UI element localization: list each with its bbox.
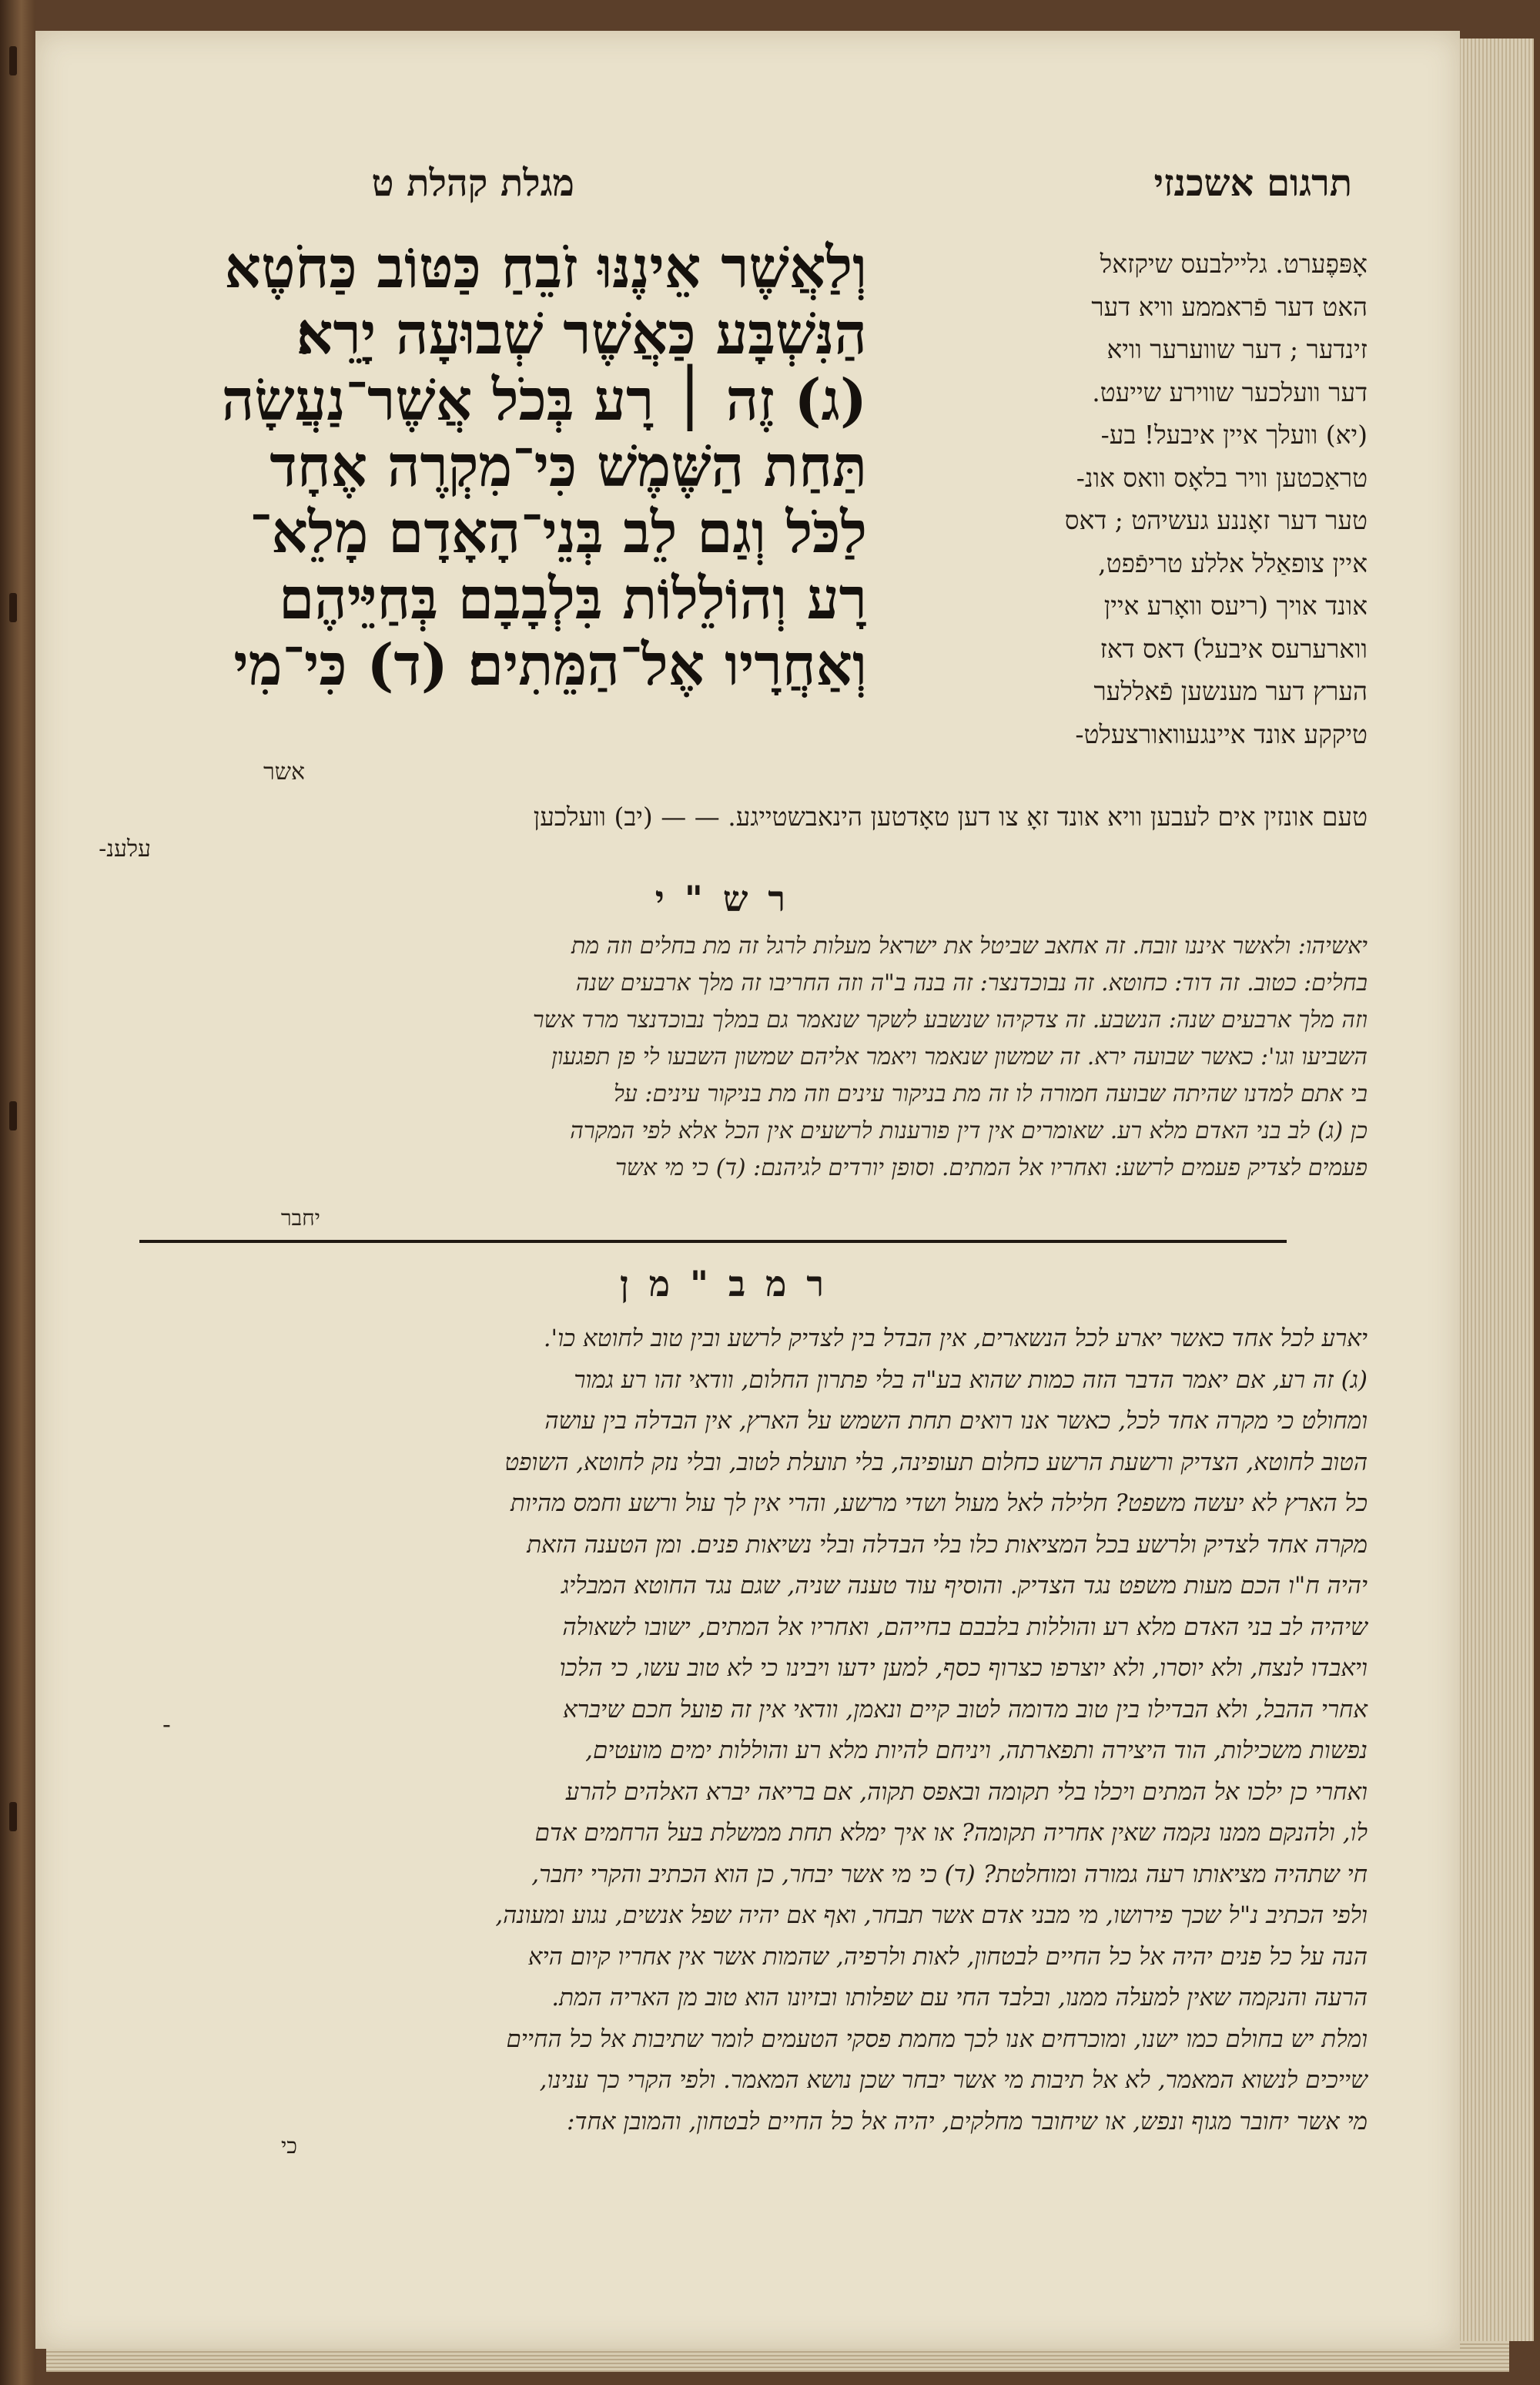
verse-line: וְאַחֲרָיו אֶל־הַמֵּתִים׃ (ד) כִּי־מִי (233, 632, 867, 698)
verse-line: וְלַאֲשֶׁר אֵינֶנּוּ זֹבֵחַ כַּטּוֹב כַּחֹטֶא (224, 235, 867, 301)
verse-catchword: אשר (263, 759, 305, 786)
rashi-line: בי אתם למדנו שהיתה שבועה חמורה לו זה מת בניקור עינים וזה מת בניקור עינים: על (613, 1080, 1368, 1107)
ramban-line: ומלת יש בחולם כמו ישנו, ומוכרחים אנו לכך מחמת פסקי הטעמים לומר שתיבות אל כל החיים (506, 2025, 1368, 2053)
targum-line: טראַכטען וויר בלאָס וואס אונ- (1076, 462, 1368, 493)
ramban-line: ולפי הכתיב נ"ל שכך פירושו, מי מבני אדם אשר תבחר, ואף אם יהיה שפל אנשים, נגוע ומעונה, (495, 1901, 1368, 1929)
ramban-line: הרעה והנקמה שאין למעלה ממנו, ובלבד החי עם שפלותו ובזיונו הוא טוב מן האריה המת. (551, 1984, 1368, 2012)
rashi-line: וזה מלך ארבעים שנה: הנשבע. זה צדקיהו שנשבע לשקר שנאמר גם במלך נבוכדנצר מרד אשר (532, 1007, 1368, 1033)
page-tab-mark (9, 1101, 17, 1131)
rashi-line: יאשיהו: ולאשר איננו זובח. זה אחאב שביטל את ישראל מעלות לרגל זה מת בחלים וזה מת (571, 933, 1368, 960)
rashi-title: רש"י (654, 878, 805, 919)
targum-line: אונד אויך (ריעס וואָרע איין (1103, 591, 1368, 621)
ramban-title: רמב"מן (620, 1263, 844, 1305)
ramban-line: (ג) זה רע, אם יאמר הדבר הזה כמות שהוא בע"ה בלי פתרון החלום, וודאי זהו רע גמור (574, 1365, 1368, 1394)
page-tab-mark (9, 46, 17, 75)
targum-end-word: עלענ- (99, 836, 151, 863)
megillah-header: מגלת קהלת ט (371, 162, 574, 205)
targum-line: אָפּפֶערט. גליילבעס שיקזאל (1100, 249, 1368, 279)
ramban-line: חי שתהיה מציאותו רעה גמורה ומוחלטת? (ד) כי מי אשר יבחר, כן הוא הכתיב והקרי יחבר, (531, 1860, 1368, 1888)
ramban-line: מי אשר יחובר מגוף ונפש, או שיחובר מחלקים, יהיה אל כל החיים לבטחון, והמובן אחד: (567, 2107, 1368, 2135)
verse-line: הַנִּשְׁבָּע כַּאֲשֶׁר שְׁבוּעָה יָרֵא׃ (296, 301, 867, 367)
ramban-line: נפשות משכילות, הוד היצירה ותפארתה, ויניחם להיות מלא רע והוללות ימים מועטים, (585, 1737, 1368, 1764)
ramban-line: הטוב לחוטא, הצדיק ורשעת הרשע כחלום תעופינה, בלי תועלת לטוב, ובלי נזק לחוטא, השופט (504, 1448, 1368, 1476)
targum-line: זינדער ; דער שווערער וויא (1106, 334, 1368, 364)
targum-line: (יא) וועלך איין איבעל! בע- (1100, 420, 1368, 450)
verse-line: תַּחַת הַשֶּׁמֶשׁ כִּי־מִקְרֶה אֶחָד (270, 434, 867, 500)
page-tab-mark (9, 593, 17, 622)
rashi-commentary (182, 928, 1368, 1187)
ramban-line: שיהיה לב בני האדם מלא רע והוללות בלבבם בחייהם, ואחריו אל המתים, ישובו לשאולה (562, 1613, 1368, 1641)
ramban-commentary (189, 1318, 1368, 2142)
rashi-line: פעמים לצדיק פעמים לרשע: ואחריו אל המתים. וסופן יורדים לגיהנם: (ד) כי מי אשר (614, 1154, 1368, 1181)
targum-line: ווארערעס איבעל) דאס דאז (1100, 633, 1368, 664)
margin-mark: - (162, 1710, 171, 1739)
targum-line: דער וועלכער שווירע שייעט. (1092, 377, 1368, 407)
targum-header: תרגום אשכנזי (1153, 162, 1352, 205)
section-divider (139, 1240, 1287, 1243)
rashi-line: בחלים: כטוב. זה דוד: כחוטא. זה נבוכדנצר: זה בנה ב"ה וזה החריבו זה מלך ארבעים שנה (575, 970, 1368, 997)
ramban-line: כל הארץ לא יעשה משפט? חלילה לאל מעול ושדי מרשע, והרי אין לך עול ורשע וחמס מהיות (510, 1489, 1368, 1517)
ramban-line: יהיה ח"ו הכם מעות משפט נגד הצדיק. והוסיף עוד טענה שניה, שגם נגד החוטא המבליג (561, 1572, 1368, 1599)
ramban-line: הנה על כל פנים יהיה אל כל החיים לבטחון, לאות ולרפיה, שהמות אשר אין אחריו קיום היא (527, 1942, 1368, 1971)
ramban-line: שייכים לנשוא המאמר, לא אל תיבות מי אשר יבחר שכן נושא המאמר. ולפי הקרי כך ענינו, (539, 2066, 1368, 2094)
targum-column (909, 243, 1368, 755)
verse-line: רָע וְהוֹלֵלוֹת בִּלְבָבָם בְּחַיֵּיהֶם (278, 566, 867, 632)
ramban-line: ואחרי כן ילכו אל המתים ויכלו בלי תקומה ובאפס תקוה, אם בריאה יברא האלהים להרע (565, 1777, 1368, 1806)
ramban-line: מקרה אחד לצדיק ולרשע בכל המציאות כלו בלי הבדלה ובלי נשיאות פנים. ומן הטענה הזאת (527, 1530, 1368, 1559)
targum-line: טער דער זאָננע געשיהט ; דאס (1064, 505, 1368, 535)
ramban-line: אחרי ההבל, ולא הבדילו בין טוב מדומה לטוב קיים ונאמן, וודאי אין זה פועל חכם שיברא (563, 1695, 1368, 1723)
targum-tail-line: טעם אונזין אים לעבען וויא אונד זאָ צו דען טאָדטען הינאבשטייגע. — — (יב) וועלכען (533, 802, 1368, 832)
ramban-line: ויאבדו לנצח, ולא יוסרו, ולא יוצרפו כצרוף כסף, למען ידעו ויבינו כי לא טוב עשו, כי הלכו (559, 1654, 1368, 1682)
ramban-line: לו, ולהנקם ממנו נקמה שאין אחריה תקומה? או איך ימלא תחת ממשלת בעל הרחמים אדם (534, 1819, 1368, 1847)
book-page (35, 31, 1460, 2349)
targum-line: הערץ דער מענשען פֿאללער (1093, 676, 1368, 706)
targum-line: האט דער פֿראממע וויא דער (1091, 291, 1368, 322)
verse-text (97, 235, 867, 698)
rashi-catchword: יחבר (280, 1205, 320, 1231)
page-edges (1448, 39, 1534, 2341)
targum-line: טיקקע אונד איינגעוואורצעלט- (1075, 719, 1368, 749)
book-left-edge (0, 0, 35, 2385)
page-tab-mark (9, 1802, 17, 1831)
ramban-line: יארע לכל אחד כאשר יארע לכל הנשארים, אין הבדל בין לצדיק לרשע ובין טוב לחוטא כו'. (543, 1325, 1368, 1352)
ramban-catchword: כי (280, 2133, 297, 2159)
verse-line: לַכֹּל וְגַם לֵב בְּנֵי־הָאָדָם מָלֵא־ (249, 500, 867, 566)
rashi-line: השביעו וגו': כאשר שבועה ירא. זה שמשון שנאמר ויאמר אליהם שמשון השבעו לי פן תפגעון (551, 1043, 1368, 1070)
targum-line: איין צופאַלל אללע טריפֿפט, (1098, 548, 1368, 578)
ramban-line: ומחולט כי מקרה אחד לכל, כאשר אנו רואים תחת השמש על הארץ, אין הבדלה בין עושה (544, 1407, 1368, 1435)
verse-line: (ג) זֶה ׀ רָע בְּכֹל אֲשֶׁר־נַעֲשָׂה (221, 367, 867, 434)
rashi-line: כן (ג) לב בני האדם מלא רע. שאומרים אין דין פורענות לרשעים אין הכל אלא לפי המקרה (570, 1117, 1368, 1144)
